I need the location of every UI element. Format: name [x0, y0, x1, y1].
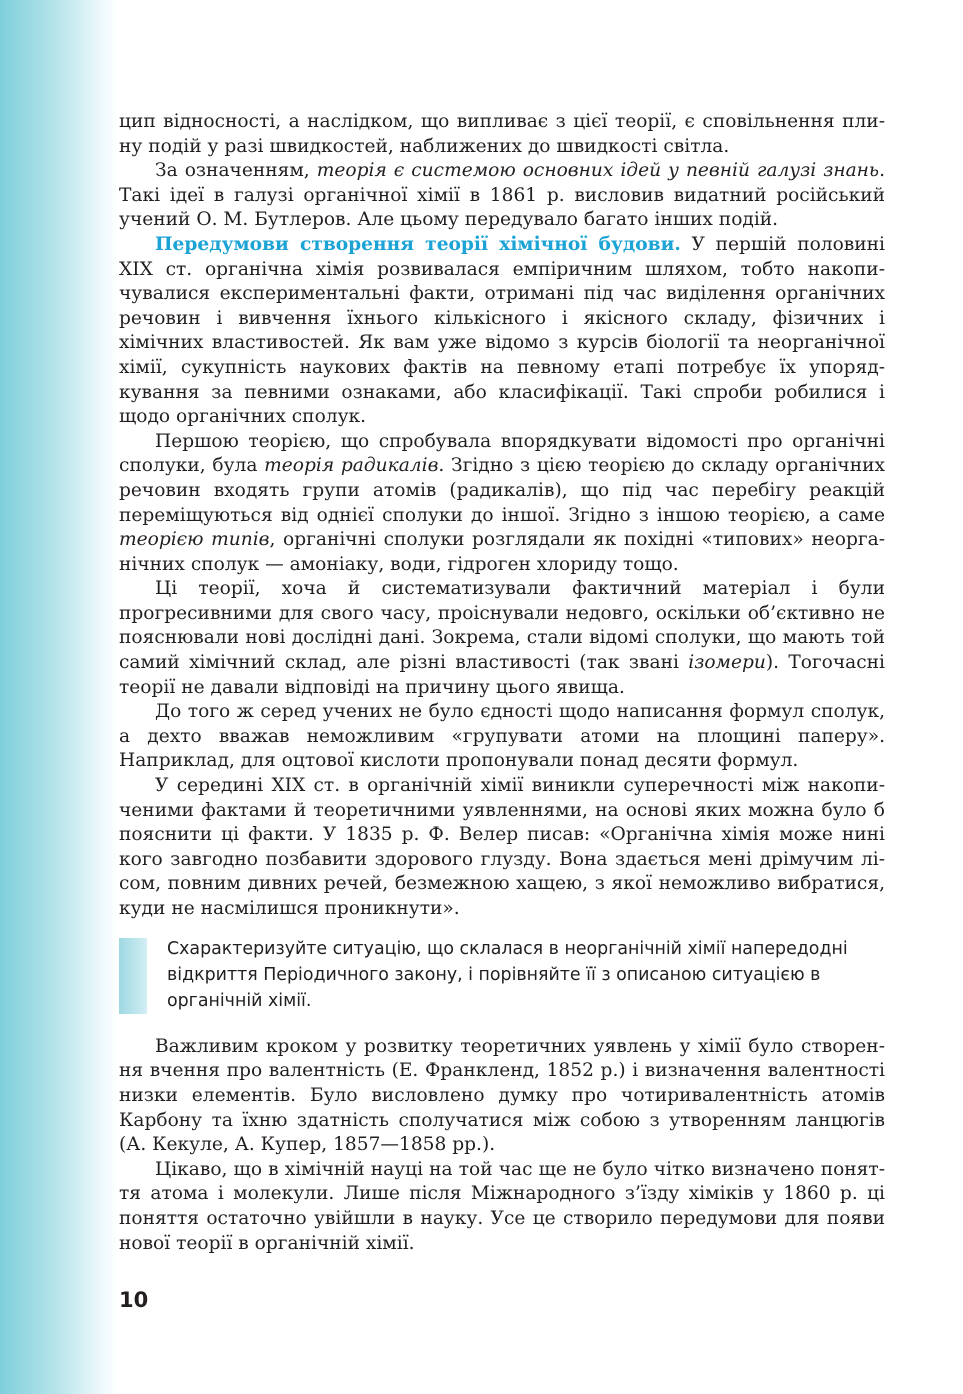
page-content	[119, 110, 885, 1256]
paragraph-4-text-c: . Згідно з цією теорією до складу органічних речовин входять групи атомів (радикалів), що під час перебігу реакцій переміщуються від однієї сполуки до іншої. Згідно з іншою теорією, а саме	[119, 455, 885, 526]
paragraph-4-text-e: , органічні сполуки розглядали як похідні «типових» неорганічних сполук — амоніаку, води, гідроген хлориду тощо.	[119, 529, 885, 575]
task-text: Схарактеризуйте ситуацію, що склалася в неорганічній хімії напередодні відкриття Періодичного закону, і порівняйте її з описаною ситуацією в органічній хімії.	[167, 938, 848, 1012]
task-box	[119, 936, 885, 1015]
paragraph-4	[119, 430, 885, 578]
page-number: 10	[119, 1288, 149, 1312]
term-isomers: ізомери	[688, 652, 766, 674]
paragraph-5	[119, 577, 885, 700]
paragraph-3	[119, 233, 885, 430]
paragraph-2-text-a: За означенням,	[155, 160, 317, 182]
term-type-theory: теорією типів	[119, 529, 270, 551]
paragraph-4-text-a: Першою теорією, що спробувала впорядкувати відомості про органічні сполуки, була	[119, 430, 885, 477]
paragraph-2-text-c: . Такі ідеї в галузі органічної хімії в 1861 р. висловив видатний російський учений О. М. Бутлеров. Але цьому передувало багато інших подій.	[119, 160, 885, 231]
paragraph-3-text: У першій половині XIX ст. органічна хімія розвивалася емпіричним шляхом, тобто накопичувалися експериментальні факти, отримані під час виділення органічних речовин і вивчення їхнього кількісного і якісного складу, фізичних і хімічних властивостей. Як вам уже відомо з курсів біології та неорганічної хімії, сукупність наукових фактів на певному етапі потребує їх упорядкування за певними ознаками, або класифікації. Такі спроби робилися і щодо органічних сполук.	[119, 233, 885, 428]
theory-definition: теорія є системою основних ідей у певній галузі знань	[316, 160, 880, 182]
paragraph-5-text-a: Ці теорії, хоча й систематизували фактичний матеріал і були прогресивними для свого часу, проіснували недовго, оскільки об’єктивно не пояснювали нові дослідні дані. Зокрема, стали відомі сполуки, що мають той самий хімічний склад, але різні властивості (так звані	[119, 578, 885, 674]
paragraph-7: У середині XIX ст. в органічній хімії виникли суперечності між накопиченими фактами й теоретичними уявленнями, на основі яких можна було б пояснити ці факти. У 1835 р. Ф. Велер писав: «Органічна хімія може нині кого завгодно позбавити здорового глузду. Вона здається мені дрімучим лісом, повним дивних речей, безмежною хащею, з якої неможливо вибратися, куди не насмілишся проникнути».	[119, 775, 885, 919]
paragraph-8: Важливим кроком у розвитку теоретичних уявлень у хімії було створення вчення про валентність (Е. Франкленд, 1852 р.) і визначення валентності низки елементів. Було висловлено думку про чотиривалентність атомів Карбону та їхню здатність сполучатися між собою з утворенням ланцюгів (А. Кекуле, А. Купер, 1857—1858 рр.).	[119, 1035, 885, 1156]
paragraph-6: До того ж серед учених не було єдності щодо написання формул сполук, а дехто вважав неможливим «групувати атоми на площині паперу». Наприклад, для оцтової кислоти пропонували понад десяти формул.	[119, 701, 885, 772]
section-heading: Передумови створення теорії хімічної будови.	[155, 233, 681, 255]
term-radical-theory: теорія радикалів	[264, 455, 439, 477]
paragraph-5-text-c: ). Тогочасні теорії не давали відповіді на причину цього явища.	[119, 652, 885, 698]
paragraph-9: Цікаво, що в хімічній науці на той час ще не було чітко визначено поняття атома і молекули. Лише після Міжнародного з’їзду хіміків у 1860 р. ці поняття остаточно увійшли в науку. Усе це створило передумови для появи нової теорії в органічній хімії.	[119, 1158, 885, 1254]
side-color-band	[0, 0, 118, 1394]
paragraph-2	[119, 159, 885, 233]
task-marker-bar	[119, 938, 147, 1014]
paragraph-1: цип відносності, а наслідком, що випливає з цієї теорії, є сповільнення плину подій у разі швидкостей, наближених до швидкості світла.	[119, 111, 885, 157]
